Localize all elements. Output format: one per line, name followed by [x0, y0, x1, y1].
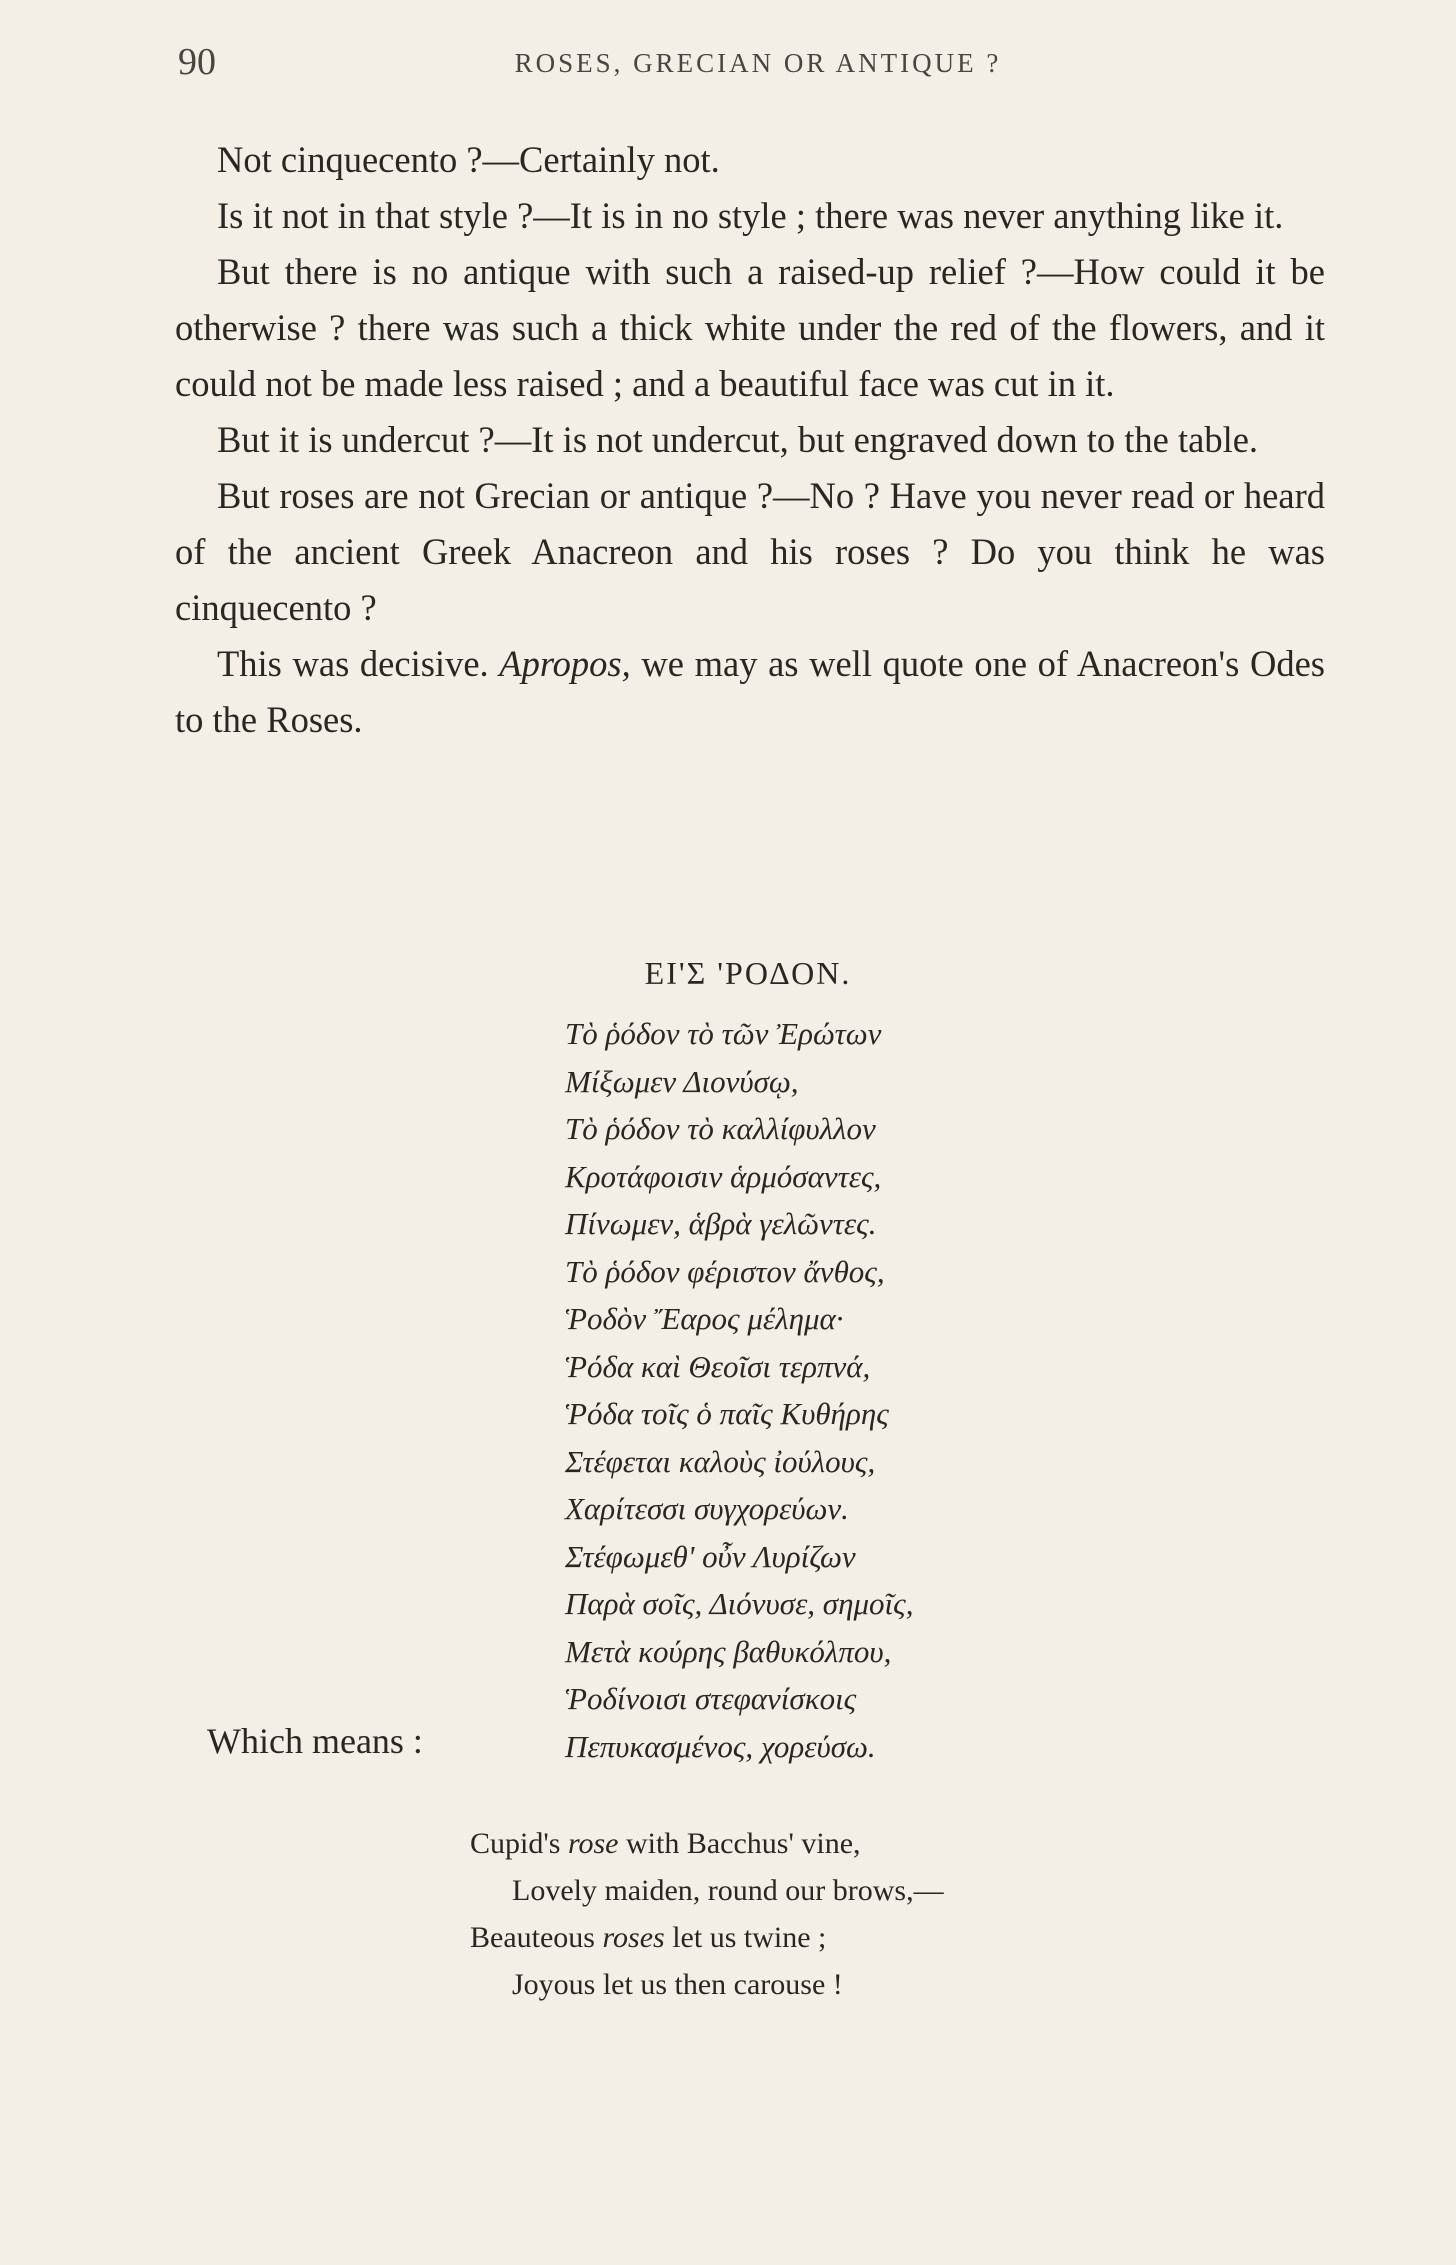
- decisive-before: This was decisive.: [217, 643, 500, 684]
- page-number: 90: [178, 41, 216, 83]
- paragraph: But there is no antique with such a raised-up relief ?—How could it be otherwise ? there was such a thick white under the red of the flowers, and it could not be made less raised ; and a beautiful face was cut in it.: [175, 251, 1325, 404]
- english-line-text: Joyous let us then carouse !: [512, 1968, 843, 2001]
- body-text: [175, 132, 1325, 748]
- paragraph-decisive: [175, 636, 1325, 748]
- english-poem: [470, 1820, 944, 2008]
- english-line: [470, 1914, 944, 1961]
- greek-poem: [565, 1010, 913, 1770]
- english-line-text: Lovely maiden, round our brows,—: [512, 1874, 944, 1907]
- running-head: ROSES, GRECIAN OR ANTIQUE ?: [514, 48, 1002, 78]
- greek-poem-title: ΕΙ'Σ 'ΡΟΔΟΝ.: [644, 955, 852, 991]
- which-means-label: Which means :: [207, 1721, 423, 1761]
- greek-line: Παρὰ σοῖς, Διόνυσε, σημοῖς,: [565, 1586, 914, 1621]
- english-line-text: let us twine ;: [664, 1921, 827, 1954]
- paragraph: But roses are not Grecian or antique ?—No ? Have you never read or heard of the ancient Greek Anacreon and his roses ? Do you think he was cinquecento ?: [175, 475, 1325, 628]
- greek-line: Μετὰ κούρης βαθυκόλπου,: [565, 1633, 892, 1669]
- english-line-italic: roses: [602, 1921, 665, 1954]
- greek-line: Πίνωμεν, ἁβρὰ γελῶντες.: [565, 1206, 877, 1241]
- greek-line: Χαρίτεσσι συγχορεύων.: [565, 1491, 849, 1526]
- greek-line: Στέφεται καλοὺς ἰούλους,: [565, 1443, 876, 1479]
- greek-line: Ῥόδα τοῖς ὁ παῖς Κυθήρης: [565, 1396, 889, 1431]
- greek-line: Τὸ ῥόδον τὸ τῶν Ἐρώτων: [565, 1016, 882, 1051]
- english-line: [470, 1867, 944, 1914]
- greek-line: Πεπυκασμένος, χορεύσω.: [565, 1728, 876, 1764]
- greek-line: Στέφωμεθ' οὖν Λυρίζων: [565, 1538, 856, 1574]
- greek-line: Τὸ ῥόδον τὸ καλλίφυλλον: [565, 1111, 876, 1146]
- greek-line: Κροτάφοισιν ἁρμόσαντες,: [565, 1158, 882, 1194]
- greek-line: Μίξωμεν Διονύσῳ,: [565, 1063, 799, 1099]
- english-line-text: with Bacchus' vine,: [618, 1827, 861, 1860]
- decisive-after: we may as well quote one of Anacreon's Odes to the Roses.: [175, 643, 1325, 740]
- greek-line: Ῥοδίνοισι στεφανίσκοις: [565, 1681, 857, 1716]
- greek-line: Ῥοδὸν Ἔαρος μέλημα·: [565, 1301, 844, 1336]
- english-line-text: Beauteous: [470, 1921, 603, 1954]
- paragraph: Is it not in that style ?—It is in no style ; there was never anything like it.: [217, 195, 1284, 236]
- greek-line: Τὸ ῥόδον φέριστον ἄνθος,: [565, 1253, 885, 1289]
- english-line-italic: rose: [567, 1827, 619, 1860]
- decisive-italic: Apropos,: [499, 643, 631, 684]
- paragraph: But it is undercut ?—It is not undercut, but engraved down to the table.: [217, 419, 1259, 460]
- paragraph: Not cinquecento ?—Certainly not.: [217, 139, 720, 180]
- english-line: [470, 1961, 944, 2008]
- greek-line: Ῥόδα καὶ Θεοῖσι τερπνά,: [565, 1348, 871, 1384]
- english-line-text: Cupid's: [470, 1827, 568, 1860]
- english-line: [470, 1820, 944, 1867]
